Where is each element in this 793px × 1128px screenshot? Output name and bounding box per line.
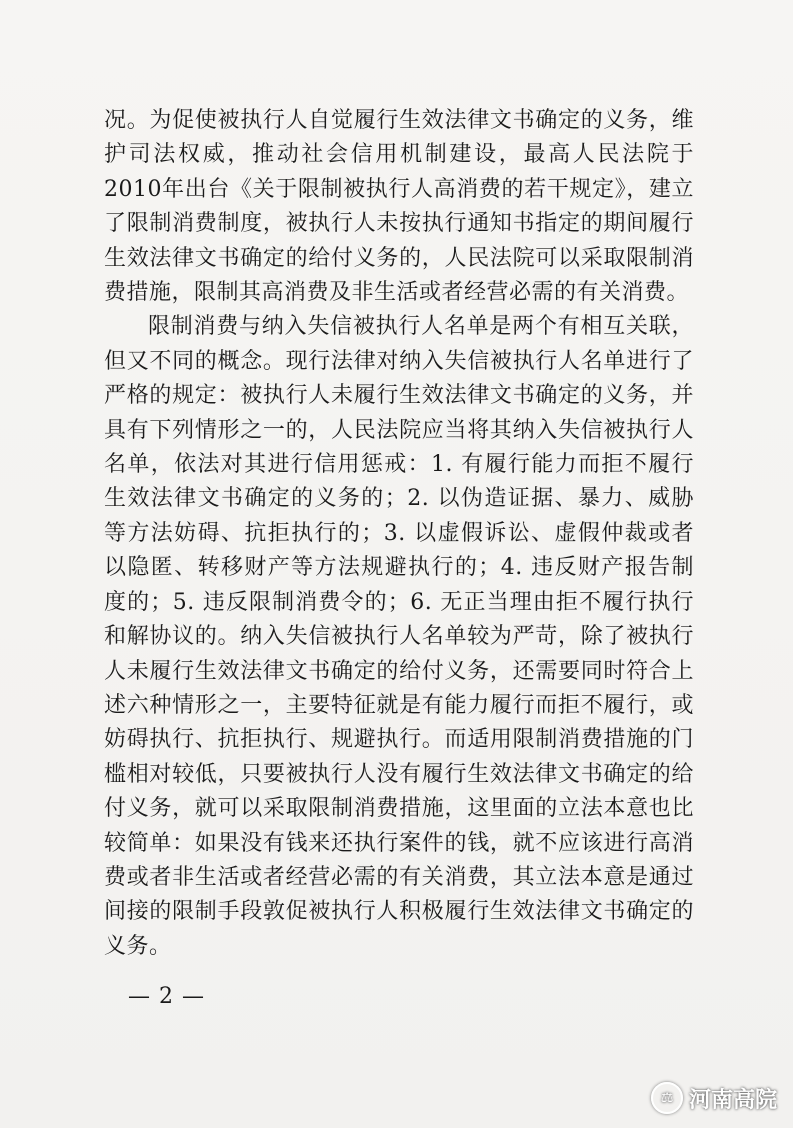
paragraph: 况。为促使被执行人自觉履行生效法律文书确定的义务，维护司法权威，推动社会信用机制建设，最高人民法院于2010年出台《关于限制被执行人高消费的若干规定》，建立了限制消费制度，被执行人未按执行通知书指定的期间履行生效法律文书确定的给付义务的，人民法院可以采取限制消费措施，限制其高消费及非生活或者经营必需的有关消费。 [104,108,694,306]
watermark-text: 河南高院 [688,1087,777,1113]
page-number: — 2 — [128,984,205,1009]
paragraph: 限制消费与纳入失信被执行人名单是两个有相互关联，但又不同的概念。现行法律对纳入失信被执行人名单进行了严格的规定：被执行人未履行生效法律文书确定的义务，并具有下列情形之一的，人民法院应当将其纳入失信被执行人名单，依法对其进行信用惩戒：1. 有履行能力而拒不履行生效法律文书确定的义务的；2. 以伪造证据、暴力、威胁等方法妨碍、抗拒执行的；3. 以虚假诉讼、虚假仲裁或者以隐匿、转移财产等方法规避执行的；4. 违反财产报告制度的；5. 违反限制消费令的；6. 无正当理由拒不履行执行和解协议的。纳入失信被执行人名单较为严苛，除了被执行人未履行生效法律文书确定的给付义务，还需要同时符合上述六种情形之一，主要特征就是有能力履行而拒不履行，或妨碍执行、抗拒执行、规避执行。而适用限制消费措施的门槛相对较低，只要被执行人没有履行生效法律文书确定的给付义务，就可以采取限制消费措施，这里面的立法本意也比较简单：如果没有钱来还执行案件的钱，就不应该进行高消费或者非生活或者经营必需的有关消费，其立法本意是通过间接的限制手段敦促被执行人积极履行生效法律文书确定的义务。 [104,314,694,959]
document-body [104,104,694,964]
watermark [651,1082,777,1114]
court-emblem-icon: ⚖ [651,1082,683,1114]
